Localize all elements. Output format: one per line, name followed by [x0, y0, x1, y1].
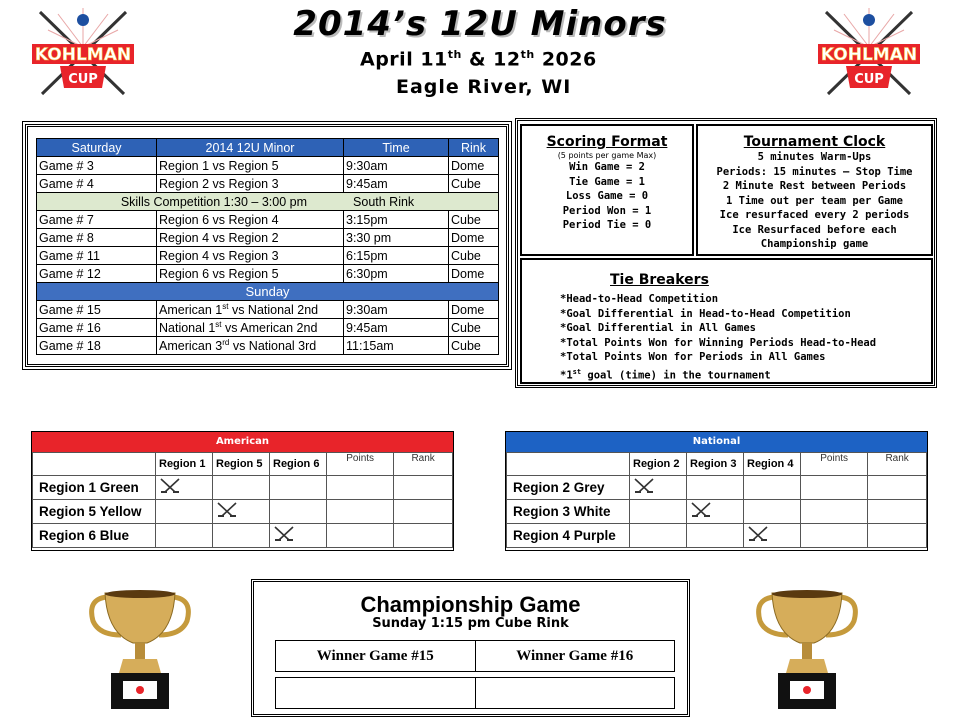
- page-title: 2014’s 12U Minors: [293, 4, 667, 44]
- winner-game-16: Winner Game #16: [475, 641, 675, 672]
- col-rink: Rink: [449, 139, 499, 157]
- trophy-icon: [752, 585, 862, 715]
- logo-text: KOHLMAN: [820, 45, 918, 65]
- table-row: Region 4 Purple: [507, 524, 927, 548]
- table-row: Game # 8 Region 4 vs Region 2 3:30 pm Dome: [37, 229, 499, 247]
- col-time: Time: [344, 139, 449, 157]
- winner-game-15: Winner Game #15: [276, 641, 476, 672]
- table-row: Game # 11 Region 4 vs Region 3 6:15pm Cube: [37, 247, 499, 265]
- scoring-note: (5 points per game Max): [557, 151, 657, 160]
- table-row: Game # 18 American 3rd vs National 3rd 11:15am Cube: [37, 337, 499, 355]
- col-saturday: Saturday: [37, 139, 157, 157]
- table-row: Region 6 Blue: [33, 524, 453, 548]
- national-pool-grid: National Region 2 Region 3 Region 4 Points Rank Region 2 Grey Region 3 White Region 4 Purple: [505, 431, 928, 551]
- table-row: Game # 7 Region 6 vs Region 4 3:15pm Cube: [37, 211, 499, 229]
- table-row: Game # 16 National 1st vs American 2nd 9:45am Cube: [37, 319, 499, 337]
- skills-banner: Skills Competition 1:30 – 3:00 pm: [120, 194, 308, 209]
- scoring-format-box: Scoring Format (5 points per game Max) Win Game = 2 Tie Game = 1 Loss Game = 0 Period Won = 1 Period Tie = 0: [520, 124, 694, 256]
- winner-16-blank-cell: [475, 678, 675, 709]
- tie-breakers-title: Tie Breakers: [610, 272, 709, 288]
- american-pool-grid: American Region 1 Region 5 Region 6 Points Rank Region 1 Green Region 5 Yellow Region 6 Blue: [31, 431, 454, 551]
- crossed-sticks-icon: [216, 502, 238, 518]
- national-banner: National: [506, 432, 927, 452]
- crossed-sticks-icon: [747, 526, 769, 542]
- sunday-label: Sunday: [37, 283, 499, 301]
- event-location: Eagle River, WI: [396, 76, 572, 98]
- logo-subtext: CUP: [68, 72, 98, 87]
- clock-title: Tournament Clock: [743, 134, 886, 150]
- skills-competition-row: [37, 193, 499, 211]
- table-row: Game # 3 Region 1 vs Region 5 9:30am Dome: [37, 157, 499, 175]
- winner-15-blank-cell: [276, 678, 476, 709]
- crossed-sticks-icon: [159, 478, 181, 494]
- event-date: April 11th & 12th 2026: [360, 48, 597, 71]
- logo-subtext: CUP: [854, 72, 884, 87]
- american-banner: American: [32, 432, 453, 452]
- sunday-row: [37, 283, 499, 301]
- tie-breakers-box: [520, 258, 933, 384]
- trophy-icon: [85, 585, 195, 715]
- schedule-header-row: [37, 139, 499, 157]
- crossed-sticks-icon: [273, 526, 295, 542]
- championship-title: Championship Game: [360, 592, 581, 617]
- logo-text: KOHLMAN: [34, 45, 132, 65]
- crossed-sticks-icon: [690, 502, 712, 518]
- schedule-table: [36, 138, 499, 355]
- table-row: Region 1 Green: [33, 476, 453, 500]
- tournament-clock-box: Tournament Clock 5 minutes Warm-Ups Periods: 15 minutes – Stop Time 2 Minute Rest between Periods 1 Time out per team per Game Ice resurfaced every 2 periods Ice Resurfaced before each Championship game: [696, 124, 933, 256]
- table-row: Game # 15 American 1st vs National 2nd 9:30am Dome: [37, 301, 499, 319]
- table-row: Game # 12 Region 6 vs Region 5 6:30pm Dome: [37, 265, 499, 283]
- col-division: 2014 12U Minor: [157, 139, 344, 157]
- tie-breakers-list: *Head-to-Head Competition *Goal Differential in Head-to-Head Competition *Goal Differential in All Games *Total Points Won for Winning Periods Head-to-Head *Total Points Won for Periods in All Games *1st goal (time) in the tournament: [560, 293, 877, 381]
- crossed-sticks-icon: [633, 478, 655, 494]
- table-row: Game # 4 Region 2 vs Region 3 9:45am Cube: [37, 175, 499, 193]
- scoring-title: Scoring Format: [546, 134, 668, 150]
- table-row: Region 5 Yellow: [33, 500, 453, 524]
- championship-subtitle: Sunday 1:15 pm Cube Rink: [372, 616, 569, 631]
- skills-rink: South Rink: [353, 194, 415, 209]
- table-row: Region 3 White: [507, 500, 927, 524]
- championship-table: [275, 640, 675, 709]
- table-row: Region 2 Grey: [507, 476, 927, 500]
